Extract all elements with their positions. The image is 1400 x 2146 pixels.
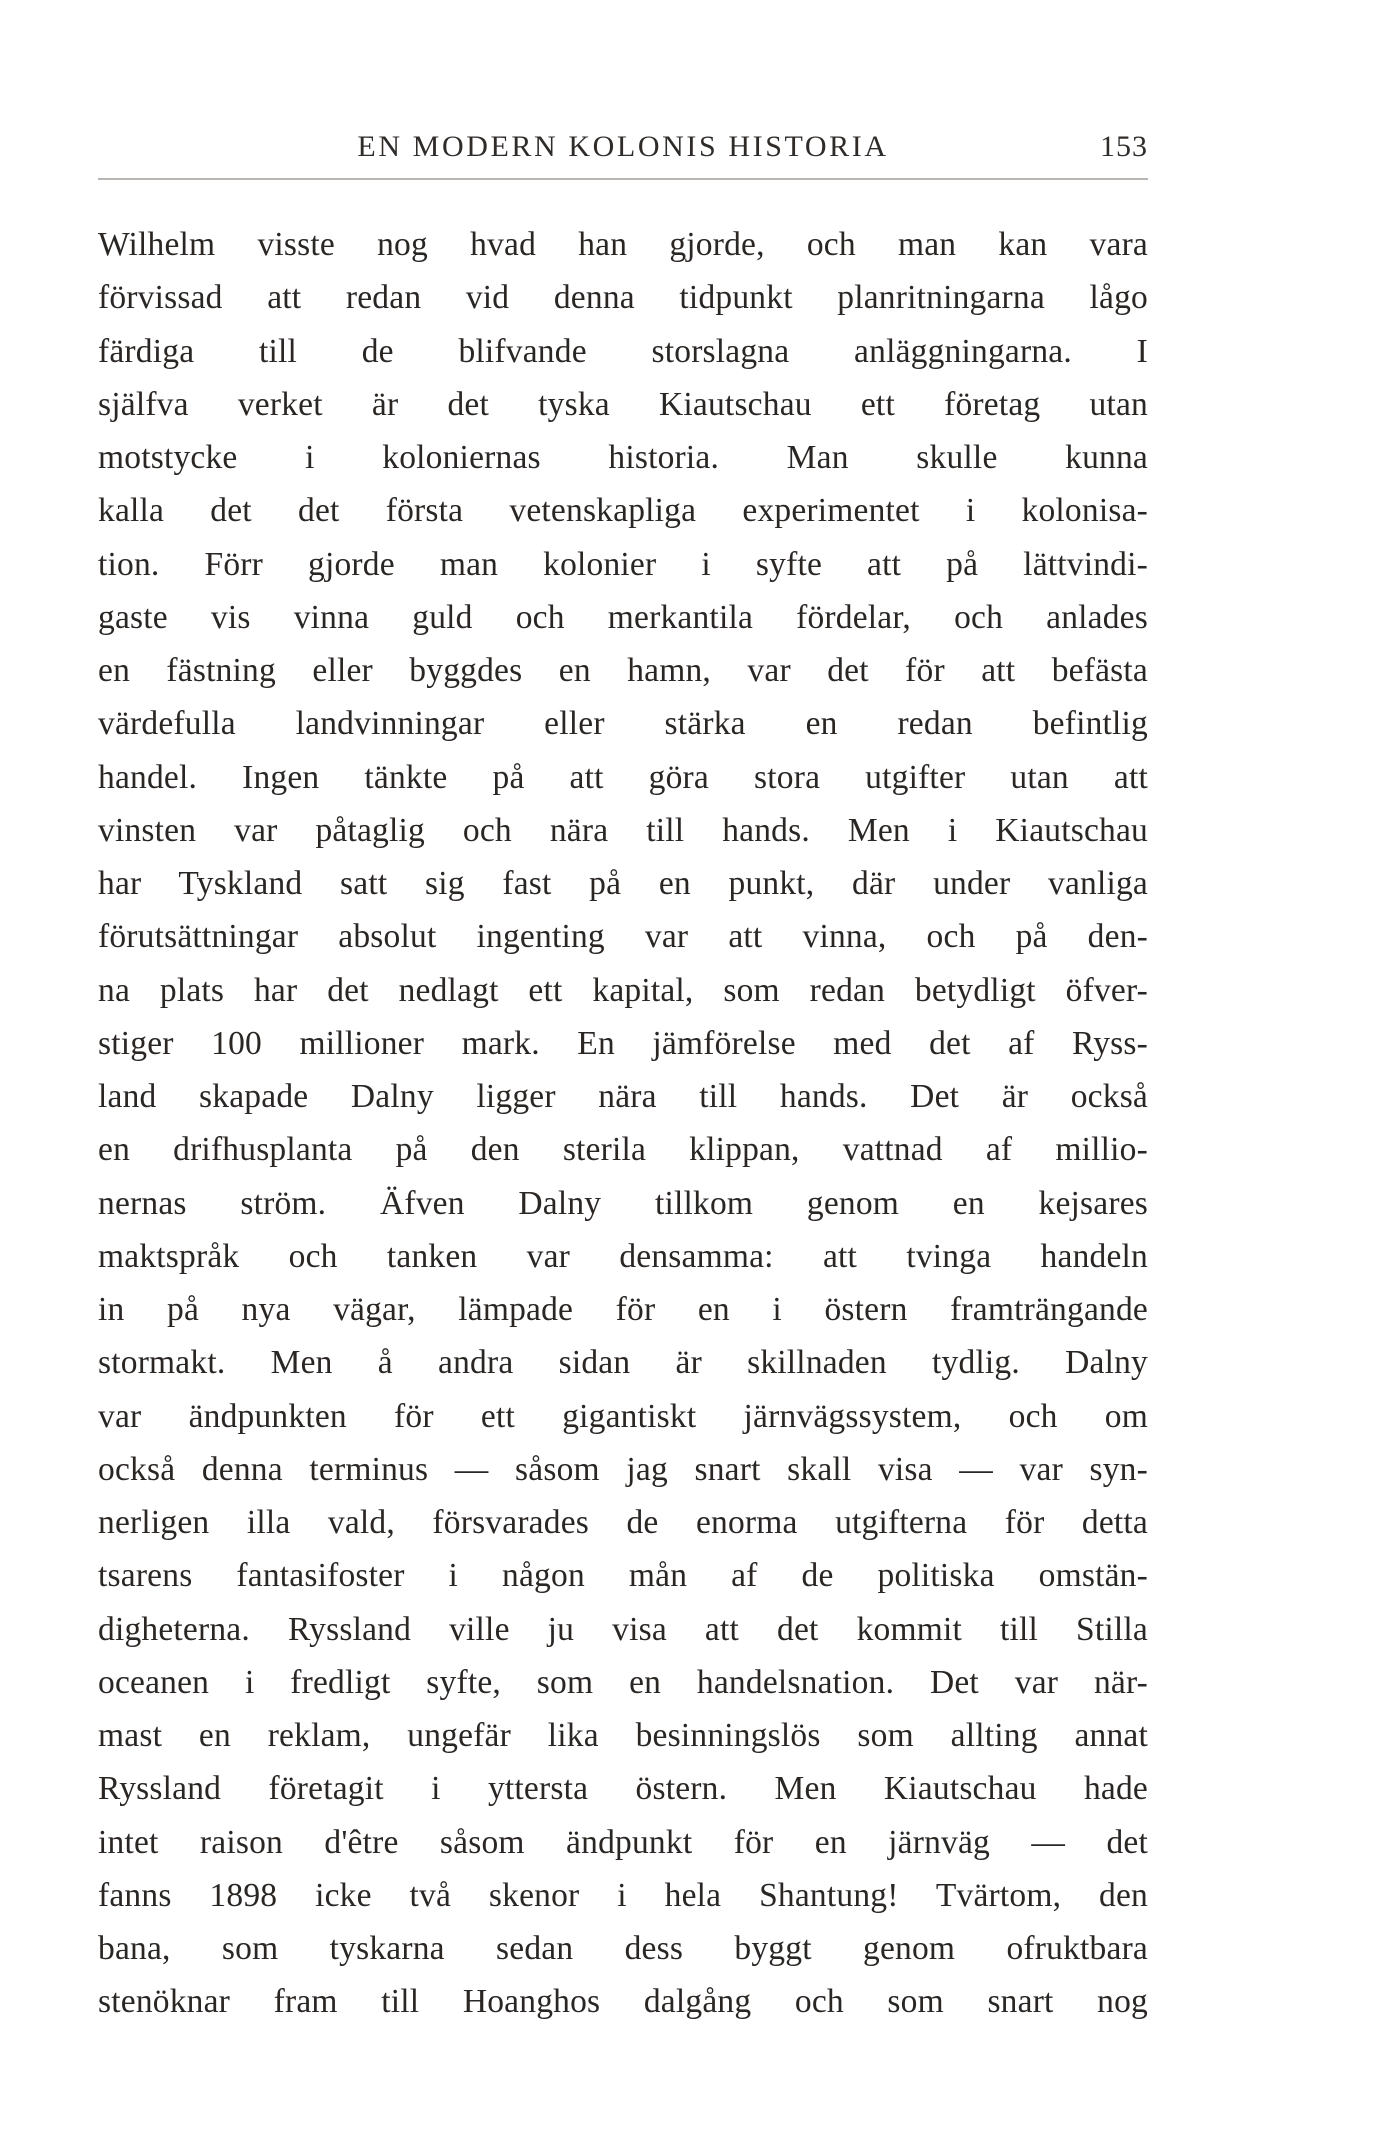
text-line: bana, som tyskarna sedan dess byggt genom ofruktbara <box>98 1930 1148 1967</box>
text-line: digheterna. Ryssland ville ju visa att det kommit till Stilla <box>98 1610 1148 1648</box>
text-line: tsarens fantasifoster i någon mån af de politiska omstän- <box>98 1557 1148 1595</box>
text-line: stormakt. Men å andra sidan är skillnaden tydlig. Dalny <box>98 1344 1148 1382</box>
header-rule <box>98 178 1148 180</box>
text-line: intet raison d'être såsom ändpunkt för en järnväg — det <box>98 1823 1148 1861</box>
text-line: färdiga till de blifvande storslagna anläggningarna. I <box>98 332 1148 370</box>
text-line: förvissad att redan vid denna tidpunkt planritningarna lågo <box>98 279 1148 317</box>
text-line: Wilhelm visste nog hvad han gjorde, och man kan vara <box>98 226 1148 263</box>
text-line: handel. Ingen tänkte på att göra stora utgifter utan att <box>98 758 1148 796</box>
text-line: na plats har det nedlagt ett kapital, som redan betydligt öfver- <box>98 971 1148 1009</box>
text-line: var ändpunkten för ett gigantiskt järnvägssystem, och om <box>98 1397 1148 1435</box>
text-line: en fästning eller byggdes en hamn, var det för att befästa <box>98 652 1148 689</box>
text-line: nernas ström. Äfven Dalny tillkom genom en kejsares <box>98 1184 1148 1222</box>
text-line: stiger 100 millioner mark. En jämförelse med det af Ryss- <box>98 1024 1148 1062</box>
running-head <box>98 128 1148 178</box>
text-line: gaste vis vinna guld och merkantila fördelar, och anlades <box>98 598 1148 636</box>
text-line: vinsten var påtaglig och nära till hands. Men i Kiautschau <box>98 811 1148 849</box>
running-title: EN MODERN KOLONIS HISTORIA <box>357 130 889 163</box>
text-line: värdefulla landvinningar eller stärka en redan befintlig <box>98 705 1148 743</box>
text-line: en drifhusplanta på den sterila klippan, vattnad af millio- <box>98 1131 1148 1169</box>
text-line: själfva verket är det tyska Kiautschau ett företag utan <box>98 385 1148 423</box>
text-line: mast en reklam, ungefär lika besinningslös som allting annat <box>98 1717 1148 1754</box>
text-line: stenöknar fram till Hoanghos dalgång och som snart nog <box>98 1983 1148 2021</box>
text-line: Ryssland företagit i yttersta östern. Men Kiautschau hade <box>98 1770 1148 1808</box>
page-number: 153 <box>1100 130 1148 163</box>
text-line: har Tyskland satt sig fast på en punkt, där under vanliga <box>98 865 1148 902</box>
text-line: kalla det det första vetenskapliga experimentet i kolonisa- <box>98 492 1148 530</box>
text-line: förutsättningar absolut ingenting var att vinna, och på den- <box>98 918 1148 956</box>
body-text <box>98 218 1148 2029</box>
text-line: in på nya vägar, lämpade för en i östern framträngande <box>98 1291 1148 1328</box>
text-line: också denna terminus — såsom jag snart skall visa — var syn- <box>98 1450 1148 1488</box>
text-line: oceanen i fredligt syfte, som en handelsnation. Det var när- <box>98 1663 1148 1701</box>
text-line: motstycke i koloniernas historia. Man skulle kunna <box>98 439 1148 476</box>
text-line: fanns 1898 icke två skenor i hela Shantung! Tvärtom, den <box>98 1876 1148 1914</box>
text-line: tion. Förr gjorde man kolonier i syfte att på lättvindi- <box>98 545 1148 583</box>
text-line: nerligen illa vald, försvarades de enorma utgifterna för detta <box>98 1504 1148 1541</box>
text-line: land skapade Dalny ligger nära till hands. Det är också <box>98 1078 1148 1115</box>
text-line: maktspråk och tanken var densamma: att tvinga handeln <box>98 1237 1148 1275</box>
